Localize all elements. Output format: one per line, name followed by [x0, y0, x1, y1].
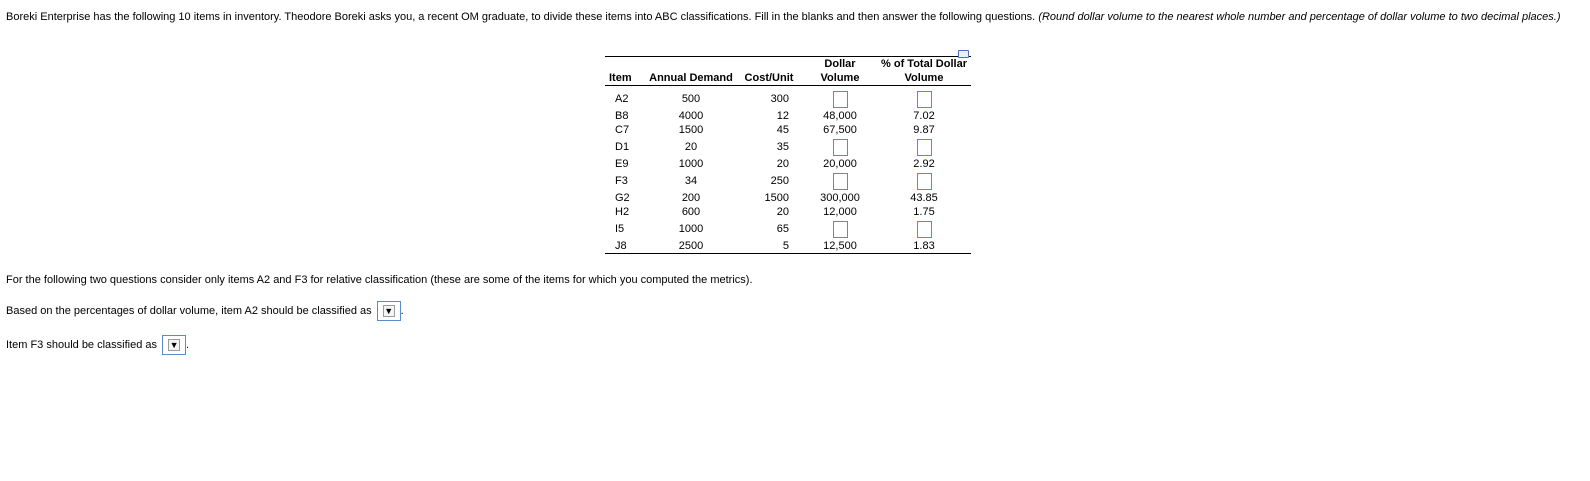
dollar-volume: 300,000	[820, 192, 860, 204]
cost-unit: 45	[776, 124, 789, 136]
table-row	[605, 86, 971, 110]
header-cost-unit: Cost/Unit	[735, 57, 803, 86]
cost-unit: 5	[782, 240, 789, 252]
cost-unit: 20	[776, 158, 789, 170]
item-code: D1	[615, 141, 630, 153]
header-item: Item	[605, 57, 647, 86]
pct-dollar-volume: 1.83	[913, 240, 935, 252]
inventory-table-body	[605, 86, 971, 254]
cost-unit: 1500	[764, 192, 789, 204]
dropdown-arrow-icon: ▼	[384, 306, 394, 316]
header-dollar-top: Dollar	[824, 58, 856, 70]
question-f3-text: Item F3 should be classified as	[6, 338, 158, 351]
dollar-volume: 12,500	[823, 240, 857, 252]
pct-dollar-volume: 1.75	[913, 206, 935, 218]
dropdown-arrow-icon: ▼	[169, 340, 179, 350]
pct-dollar-volume: 43.85	[910, 192, 938, 204]
problem-text: Boreki Enterprise has the following 10 items in inventory. Theodore Boreki asks you, a recent OM graduate, to divide these items into ABC classifications. Fill in the blanks and then answer the following questions.	[6, 11, 1039, 23]
item-code: J8	[615, 240, 627, 252]
question-a2	[6, 301, 404, 321]
inventory-table	[605, 56, 971, 254]
cost-unit: 20	[776, 206, 789, 218]
pct-dollar-volume: 2.92	[913, 158, 935, 170]
dollar-volume-input[interactable]	[833, 173, 848, 190]
cost-unit: 65	[776, 223, 789, 235]
table-row	[605, 109, 971, 123]
item-code: B8	[615, 110, 629, 122]
table-row	[605, 239, 971, 254]
pct-dollar-volume-input[interactable]	[917, 139, 932, 156]
pct-dollar-volume-input[interactable]	[917, 221, 932, 238]
annual-demand: 1000	[678, 158, 704, 170]
item-code: A2	[615, 93, 629, 105]
annual-demand: 2500	[678, 240, 704, 252]
pct-dollar-volume-cell	[877, 137, 971, 157]
f3-classification-dropdown[interactable]	[162, 335, 186, 355]
cost-unit: 35	[776, 141, 789, 153]
dollar-volume-input[interactable]	[833, 221, 848, 238]
inventory-table-container	[605, 56, 971, 254]
question-f3	[6, 335, 189, 355]
annual-demand: 500	[681, 93, 701, 105]
dollar-volume-cell	[803, 171, 877, 191]
table-row	[605, 157, 971, 171]
dollar-volume: 48,000	[823, 110, 857, 122]
pct-dollar-volume-cell	[877, 171, 971, 191]
a2-classification-dropdown[interactable]	[377, 301, 401, 321]
table-row	[605, 123, 971, 137]
questions-context: For the following two questions consider only items A2 and F3 for relative classification (these are some of the items for which you computed the metrics).	[6, 274, 753, 286]
item-code: H2	[615, 206, 630, 218]
cost-unit: 12	[776, 110, 789, 122]
question-a2-text: Based on the percentages of dollar volume, item A2 should be classified as	[6, 304, 372, 317]
annual-demand: 600	[681, 206, 701, 218]
item-code: F3	[615, 175, 628, 187]
question-f3-period: .	[186, 338, 190, 351]
header-dollar-volume	[803, 57, 877, 86]
annual-demand: 1500	[678, 124, 704, 136]
dollar-volume: 12,000	[823, 206, 857, 218]
problem-statement	[6, 10, 1576, 24]
dollar-volume-input[interactable]	[833, 139, 848, 156]
item-code: G2	[615, 192, 630, 204]
pct-dollar-volume-cell	[877, 86, 971, 110]
annual-demand: 20	[684, 141, 698, 153]
annual-demand: 200	[681, 192, 701, 204]
header-pct-bottom: Volume	[904, 72, 944, 84]
cost-unit: 300	[770, 93, 789, 105]
item-code: I5	[615, 223, 625, 235]
header-dollar-bottom: Volume	[820, 72, 860, 84]
table-row	[605, 171, 971, 191]
pct-dollar-volume-input[interactable]	[917, 91, 932, 108]
pct-dollar-volume: 7.02	[913, 110, 935, 122]
table-row	[605, 191, 971, 205]
annual-demand: 1000	[678, 223, 704, 235]
header-annual-demand: Annual Demand	[647, 57, 735, 86]
pct-dollar-volume-input[interactable]	[917, 173, 932, 190]
dollar-volume: 20,000	[823, 158, 857, 170]
copy-table-icon[interactable]	[958, 50, 969, 58]
table-row	[605, 137, 971, 157]
dollar-volume-cell	[803, 86, 877, 110]
table-row	[605, 219, 971, 239]
pct-dollar-volume-cell	[877, 219, 971, 239]
item-code: C7	[615, 124, 630, 136]
table-row	[605, 205, 971, 219]
cost-unit: 250	[770, 175, 789, 187]
rounding-note: (Round dollar volume to the nearest whole number and percentage of dollar volume to two decimal places.)	[1038, 11, 1561, 23]
pct-dollar-volume: 9.87	[913, 124, 935, 136]
item-code: E9	[615, 158, 629, 170]
dollar-volume-input[interactable]	[833, 91, 848, 108]
dollar-volume-cell	[803, 137, 877, 157]
annual-demand: 34	[684, 175, 698, 187]
header-pct-total	[877, 57, 971, 86]
question-a2-period: .	[400, 304, 404, 317]
annual-demand: 4000	[678, 110, 704, 122]
header-pct-top: % of Total Dollar	[881, 58, 967, 70]
dollar-volume-cell	[803, 219, 877, 239]
dollar-volume: 67,500	[823, 124, 857, 136]
